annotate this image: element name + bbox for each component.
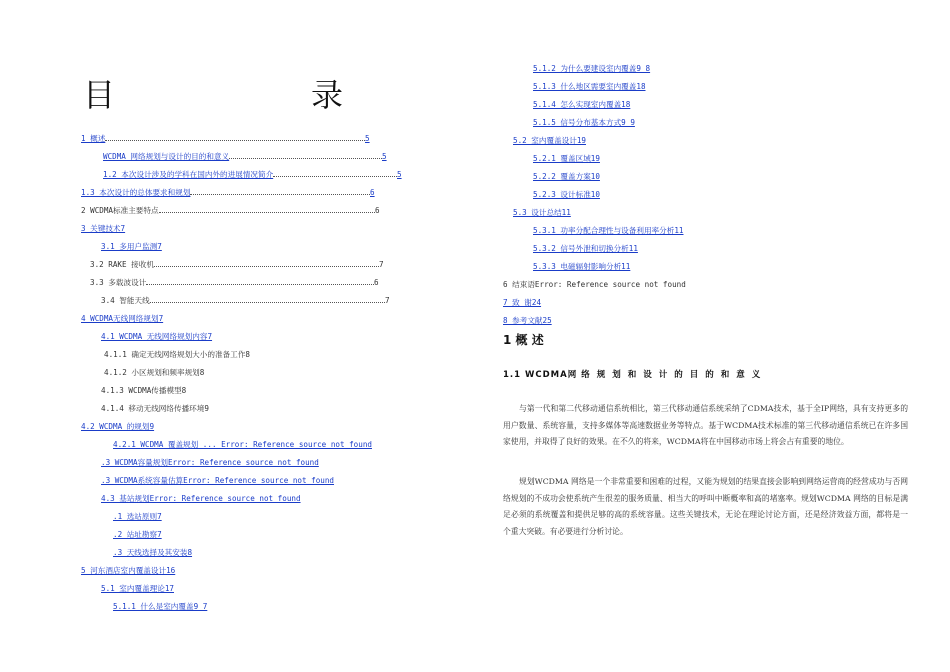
toc-entry-label: 2 WCDMA标准主要特点 — [81, 206, 159, 215]
toc-entry[interactable]: 5.3.2 信号外泄和切换分析11 — [533, 244, 638, 253]
toc-entry-label: 5 河东酒店室内覆盖设计16 — [81, 566, 176, 575]
toc-entry-label: 4.3 基站规划Error: Reference source not found — [101, 494, 301, 503]
toc-entry — [81, 206, 380, 216]
toc-entry[interactable] — [113, 440, 372, 450]
toc-entry[interactable] — [113, 602, 207, 612]
toc-entry — [101, 296, 390, 306]
toc-entry-label: 4.1.3 WCDMA传播模型8 — [101, 386, 187, 395]
toc-entry-label: 4.1.1 确定无线网络规划大小的准备工作8 — [104, 350, 250, 359]
toc-entry — [104, 350, 250, 360]
toc-entry-label: WCDMA 网络规划与设计的目的和意义 — [103, 152, 230, 161]
body-paragraph-2: 规划WCDMA 网络是一个非常重要和困难的过程，又能为规划的结果直接会影响到网络运营商的经营成功与否网络规划的不成功会使系统产生很差的服务质量、相当大的呼叫中断概率和高的堵塞率。规划WCDMA 网络的目标是满足必须的系统覆盖和提供足够的高的系统容量。这些关键技术，无论在理论讨论方面，还是经济效益方面，都将是一个重大突破。有必要进行分析讨论。 — [503, 477, 908, 536]
toc-entry[interactable]: 5.2 室内覆盖设计19 — [513, 136, 586, 145]
toc-leader-dots — [229, 152, 382, 159]
toc-entry-label: 5.1 室内覆盖理论17 — [101, 584, 174, 593]
toc-entry-label: 1.2 本次设计涉及的学科在国内外的进展情况简介 — [103, 170, 274, 179]
toc-entry-label: 4.2.1 WCDMA 覆盖规划 ... Error: Reference source not found — [113, 440, 372, 449]
section-heading-1-1 — [503, 368, 767, 380]
toc-entry-label: 3 关键技术7 — [81, 224, 126, 233]
toc-entry[interactable]: 5.3.3 电磁辐射影响分析11 — [533, 262, 631, 271]
toc-entry[interactable]: 5.3 设计总结11 — [513, 208, 571, 217]
toc-entry[interactable] — [81, 566, 175, 576]
toc-entry-label: 4 WCDMA无线网络规划7 — [81, 314, 164, 323]
toc-page-number: 5 — [365, 134, 370, 143]
toc-entry[interactable]: 5.2.3 设计标准10 — [533, 190, 600, 199]
toc-entry[interactable] — [101, 476, 334, 486]
toc-entry — [101, 386, 186, 396]
toc-entry[interactable]: 8 参考文献25 — [503, 316, 552, 325]
toc-entry[interactable] — [81, 134, 370, 144]
toc-leader-dots — [190, 188, 370, 195]
toc-entry — [90, 278, 379, 288]
toc-entry-label: 3.2 RAKE 接收机 — [90, 260, 154, 269]
toc-entry[interactable] — [113, 548, 192, 558]
toc-leader-dots — [146, 278, 374, 285]
toc-entry-label: 4.1.4 移动无线网络传播环境9 — [101, 404, 209, 413]
toc-page-number: 5 — [382, 152, 387, 161]
toc-entry[interactable] — [113, 512, 162, 522]
toc-entry[interactable] — [101, 242, 162, 252]
toc-leader-dots — [154, 260, 379, 267]
toc-entry-label: 3.3 多载波设计 — [90, 278, 147, 287]
toc-entry[interactable]: 5.1.3 什么地区需要室内覆盖18 — [533, 82, 646, 91]
toc-entry-label: 3.4 智能天线 — [101, 296, 150, 305]
section-heading-1-1-prefix: 1.1 WCDMA网 — [503, 370, 578, 380]
toc-entry — [90, 260, 384, 270]
toc-entry-label: .3 天线选择及其安装8 — [113, 548, 193, 557]
section-heading-1-1-rest: 络规划和设计的目的和意义 — [581, 370, 768, 380]
toc-entry[interactable] — [81, 224, 125, 234]
toc-entry: 6 结束语Error: Reference source not found — [503, 280, 686, 289]
toc-entry[interactable]: 7 致 谢24 — [503, 298, 542, 307]
toc-entry[interactable] — [101, 458, 319, 468]
toc-entry[interactable]: 5.2.2 覆盖方案10 — [533, 172, 600, 181]
toc-page-number: 6 — [375, 206, 380, 215]
toc-entry-label: 4.1 WCDMA 无线网络规划内容7 — [101, 332, 213, 341]
toc-entry-label: 5.1.1 什么是室内覆盖9 7 — [113, 602, 208, 611]
toc-leader-dots — [273, 170, 397, 177]
toc-entry-label: 1.3 本次设计的总体要求和规划 — [81, 188, 191, 197]
section-heading-1: 1 概 述 — [503, 333, 544, 347]
toc-entry — [104, 368, 204, 378]
toc-entry[interactable] — [101, 332, 212, 342]
toc-entry[interactable] — [81, 422, 154, 432]
toc-entry[interactable] — [81, 314, 163, 324]
toc-entry[interactable]: 5.2.1 覆盖区域19 — [533, 154, 600, 163]
toc-page-number: 5 — [397, 170, 402, 179]
body-paragraph-1: 与第一代和第二代移动通信系统相比，第三代移动通信系统采纳了CDMA技术，基于全IP网络，具有支持更多的用户数量、系统容量，支持多媒体等高速数据业务等特点。基于WCDMA技术标准的第三代移动通信系统已在许多国家使用，并取得了良好的效果。在不久的将来，WCDMA将在中国移动市场上将会占有重要的地位。 — [503, 404, 908, 446]
toc-leader-dots — [150, 296, 385, 303]
toc-entry[interactable] — [113, 530, 162, 540]
toc-page-number: 6 — [370, 188, 375, 197]
toc-entry[interactable] — [101, 584, 174, 594]
toc-entry[interactable]: 5.1.4 怎么实现室内覆盖18 — [533, 100, 631, 109]
toc-entry-label: .2 站址勘察7 — [113, 530, 162, 539]
toc-entry-label: .1 选站原则7 — [113, 512, 162, 521]
toc-leader-dots — [159, 206, 375, 213]
toc-entry[interactable] — [101, 494, 301, 504]
toc-entry-label: 3.1 多用户监测7 — [101, 242, 162, 251]
toc-page-number: 7 — [385, 296, 390, 305]
toc-entry[interactable]: 5.1.2 为什么要建设室内覆盖9 8 — [533, 64, 651, 73]
toc-entry[interactable] — [103, 170, 402, 180]
toc-entry[interactable]: 5.1.5 信号分布基本方式9 9 — [533, 118, 635, 127]
toc-entry[interactable] — [103, 152, 387, 162]
toc-entry-label: 1 概述 — [81, 134, 106, 143]
toc-title: 目 录 — [83, 76, 388, 114]
toc-entry — [101, 404, 209, 414]
toc-page-number: 7 — [379, 260, 384, 269]
toc-entry[interactable] — [81, 188, 375, 198]
toc-entry[interactable]: 5.3.1 功率分配合理性与设备利用率分析11 — [533, 226, 684, 235]
toc-page-number: 6 — [374, 278, 379, 287]
toc-entry-label: .3 WCDMA容量规划Error: Reference source not found — [101, 458, 319, 467]
toc-entry-label: 4.1.2 小区规划和频率规划8 — [104, 368, 205, 377]
toc-entry-label: .3 WCDMA系统容量估算Error: Reference source not found — [101, 476, 335, 485]
toc-leader-dots — [105, 134, 365, 141]
toc-entry-label: 4.2 WCDMA 的规划9 — [81, 422, 155, 431]
